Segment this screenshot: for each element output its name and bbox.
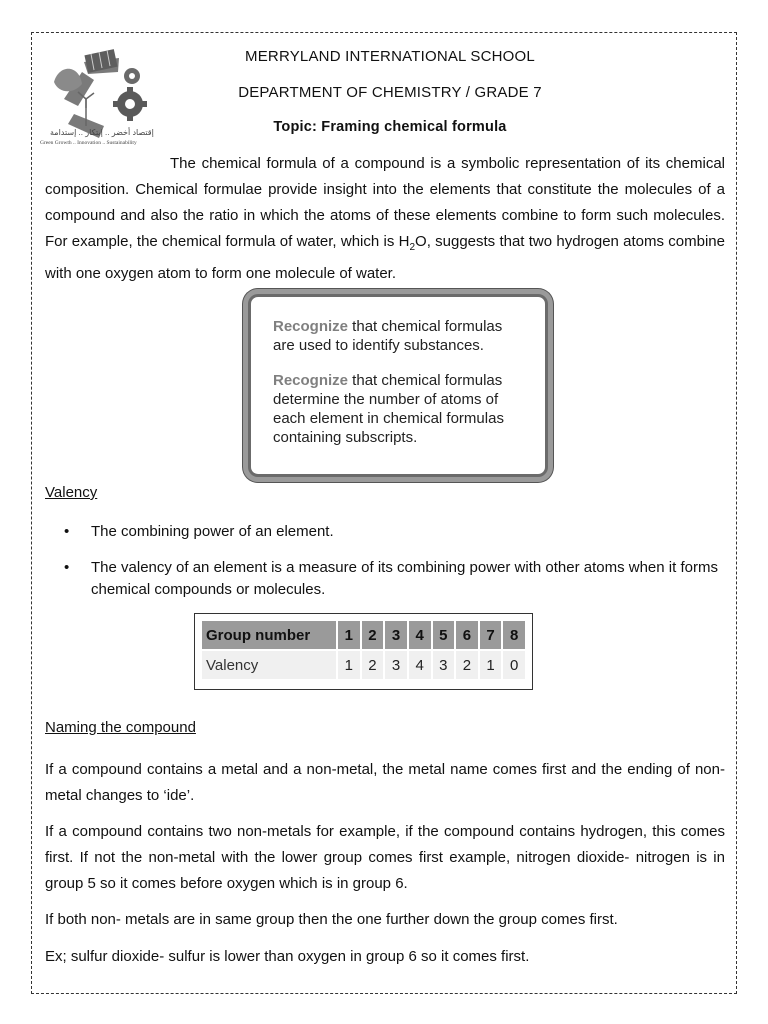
intro-text-2: , suggests that two hydrogen atoms combine with one oxygen atom to form one molecule of water. (45, 233, 725, 282)
objective-keyword: Recognize (273, 372, 349, 389)
valency-cell: 1 (338, 651, 360, 679)
objective-text: that chemical formulas determine the number of atoms of each element in chemical formulas containing subscripts. (273, 372, 504, 446)
valency-cell: 1 (480, 651, 502, 679)
valency-cell: 0 (503, 651, 525, 679)
school-name: MERRYLAND INTERNATIONAL SCHOOL (245, 48, 535, 65)
group-cell: 2 (362, 621, 384, 649)
valency-cell: 4 (409, 651, 431, 679)
bullet-item (64, 521, 724, 543)
bullet-dot-icon: • (64, 559, 70, 576)
naming-paragraph-3: If both non- metals are in same group then the one further down the group comes first. (45, 911, 618, 928)
group-cell: 7 (480, 621, 502, 649)
group-number-label: Group number (202, 621, 336, 649)
valency-table (194, 613, 533, 690)
gear-icon (113, 68, 147, 121)
formula-h: H (398, 233, 410, 250)
topic-title: Topic: Framing chemical formula (273, 119, 507, 135)
group-cell: 1 (338, 621, 360, 649)
group-cell: 6 (456, 621, 478, 649)
intro-text-1: The chemical formula of a compound is a symbolic representation of its chemical composition. Chemical formulae provide insight into the elements that constitute the molecules of a compound and also the ratio in which the atoms of these elements combine to form such molecules. For example, the chemical formula of water, which is (45, 155, 725, 250)
naming-heading: Naming the compound (45, 719, 196, 736)
bullet-item (64, 557, 724, 601)
leaf-icon (54, 69, 82, 92)
bullet-text: The combining power of an element. (91, 523, 334, 540)
formula-o: O (415, 233, 427, 250)
naming-paragraph-4: Ex; sulfur dioxide- sulfur is lower than oxygen in group 6 so it comes first. (45, 948, 530, 965)
bullet-dot-icon: • (64, 523, 70, 540)
objective-2 (273, 371, 525, 447)
group-cell: 4 (409, 621, 431, 649)
group-cell: 3 (385, 621, 407, 649)
valency-cell: 3 (433, 651, 455, 679)
objective-keyword: Recognize (273, 318, 349, 335)
naming-paragraph-2: If a compound contains two non-metals for example, if the compound contains hydrogen, this comes first. If not the non-metal with the lower group comes first example, nitrogen dioxide- nitrogen is in group 5 so it comes before oxygen which is in group 6. (45, 823, 725, 892)
valency-cell: 2 (362, 651, 384, 679)
valency-label: Valency (202, 651, 336, 679)
naming-paragraph-1: If a compound contains a metal and a non-metal, the metal name comes first and the ending of non-metal changes to ‘ide’. (45, 761, 725, 804)
formula-subscript: 2 (409, 242, 416, 253)
bullet-text: The valency of an element is a measure of its combining power with other atoms when it forms chemical compounds or molecules. (91, 559, 718, 598)
group-cell: 5 (433, 621, 455, 649)
intro-paragraph (45, 151, 725, 287)
table-header-row (202, 621, 525, 649)
objective-1 (273, 317, 525, 355)
school-logo (44, 44, 194, 154)
logo-caption-arabic: إقتصاد أخضر .. إبتكار .. إستدامة (50, 128, 154, 137)
objective-text: that chemical formulas are used to identify substances. (273, 318, 503, 354)
group-cell: 8 (503, 621, 525, 649)
logo-caption-english: Green Growth .. Innovation .. Sustainability (40, 140, 137, 146)
department-title: DEPARTMENT OF CHEMISTRY / GRADE 7 (238, 84, 542, 101)
learning-objectives-callout (248, 294, 548, 477)
valency-heading: Valency (45, 484, 98, 501)
table-row (202, 651, 525, 679)
valency-cell: 3 (385, 651, 407, 679)
valency-cell: 2 (456, 651, 478, 679)
